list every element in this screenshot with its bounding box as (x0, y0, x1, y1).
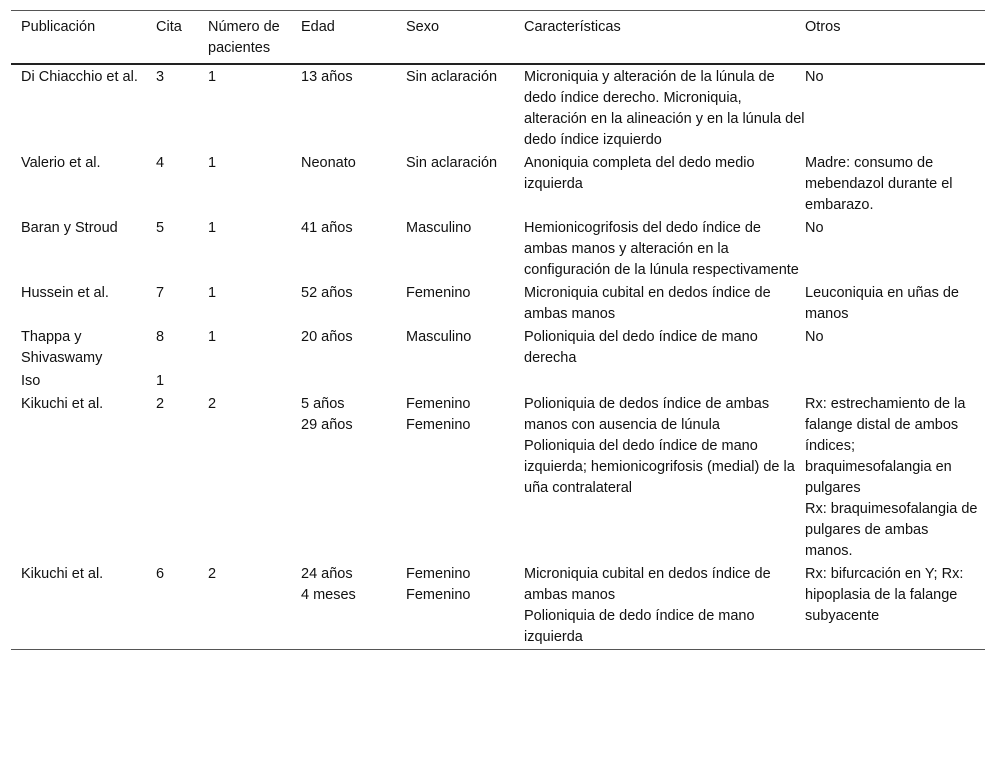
cell-edad-line: 24 años (301, 566, 353, 582)
cell-edad (301, 393, 406, 563)
cell-sexo (406, 393, 524, 563)
table-row (11, 563, 985, 650)
cell-numero-pacientes: 2 (208, 566, 217, 582)
cell-otros (805, 217, 985, 282)
cell-edad (301, 563, 406, 650)
cell-caracteristicas-line: Microniquia y alteración de la lúnula de dedo índice derecho. Microniquia, alteración en la alineación y en la lúnula del dedo índice izquierdo (524, 69, 805, 148)
cell-caracteristicas (524, 282, 805, 326)
cell-sexo-line: Masculino (406, 220, 472, 236)
cell-caracteristicas-line: Anoniquia completa del dedo medio izquierda (524, 155, 755, 192)
cell-cita: 1 (156, 373, 165, 389)
cell-numero-pacientes: 1 (208, 285, 217, 301)
cell-caracteristicas (524, 326, 805, 370)
table-row (11, 282, 985, 326)
cell-edad-line: 4 meses (301, 587, 356, 603)
cell-cita: 7 (156, 285, 165, 301)
cell-sexo-line: Sin aclaración (406, 69, 498, 85)
cell-publicacion: Di Chiacchio et al. (21, 69, 138, 85)
cases-table (11, 10, 985, 650)
cell-edad-line: 29 años (301, 417, 353, 433)
cell-numero-pacientes (208, 370, 301, 393)
cell-caracteristicas (524, 152, 805, 217)
cell-sexo (406, 64, 524, 152)
cell-cita: 4 (156, 155, 165, 171)
cell-otros-line: No (805, 329, 824, 345)
cell-sexo-line: Femenino (406, 417, 471, 433)
cell-caracteristicas-line: Microniquia cubital en dedos índice de ambas manos (524, 285, 771, 322)
table-row (11, 326, 985, 370)
table-row (11, 393, 985, 563)
cell-sexo-line: Masculino (406, 329, 472, 345)
cell-edad-line: 13 años (301, 69, 353, 85)
cell-caracteristicas (524, 64, 805, 152)
cell-edad-line: 41 años (301, 220, 353, 236)
table-row (11, 370, 985, 393)
header-caracteristicas: Características (524, 19, 621, 35)
cell-otros-line: No (805, 220, 824, 236)
table-row (11, 217, 985, 282)
cell-otros-line: Leuconiquia en uñas de manos (805, 285, 959, 322)
cell-sexo (406, 370, 524, 393)
cell-edad (301, 282, 406, 326)
cell-edad (301, 217, 406, 282)
cell-sexo-line: Sin aclaración (406, 155, 498, 171)
cell-sexo (406, 326, 524, 370)
header-row (11, 11, 985, 65)
cell-edad-line: 5 años (301, 396, 345, 412)
table-row (11, 64, 985, 152)
cell-sexo (406, 563, 524, 650)
cell-cita: 8 (156, 329, 165, 345)
cell-cita: 6 (156, 566, 165, 582)
cell-otros (805, 64, 985, 152)
cell-caracteristicas (524, 563, 805, 650)
cell-otros (805, 152, 985, 217)
cell-edad (301, 370, 406, 393)
cell-caracteristicas-line: Microniquia cubital en dedos índice de ambas manos (524, 566, 771, 603)
cell-sexo (406, 152, 524, 217)
cell-publicacion: Baran y Stroud (21, 220, 118, 236)
cell-cita: 2 (156, 396, 165, 412)
cell-publicacion: Hussein et al. (21, 285, 109, 301)
table-body (11, 64, 985, 650)
cell-edad-line: 52 años (301, 285, 353, 301)
cell-publicacion: Valerio et al. (21, 155, 101, 171)
cell-numero-pacientes: 1 (208, 220, 217, 236)
cell-cita: 5 (156, 220, 165, 236)
cell-otros (805, 563, 985, 650)
cell-otros (805, 326, 985, 370)
cell-numero-pacientes: 1 (208, 69, 217, 85)
cell-otros-line: Madre: consumo de mebendazol durante el embarazo. (805, 155, 953, 213)
cell-sexo-line: Femenino (406, 566, 471, 582)
cell-caracteristicas (524, 217, 805, 282)
cell-caracteristicas-line: Polioniquia de dedos índice de ambas manos con ausencia de lúnula (524, 396, 770, 433)
header-sexo: Sexo (406, 19, 440, 35)
cell-publicacion: Thappa y Shivaswamy (21, 329, 103, 366)
cell-sexo-line: Femenino (406, 285, 471, 301)
cell-caracteristicas-line: Polioniquia del dedo índice de mano derecha (524, 329, 758, 366)
cell-publicacion: Kikuchi et al. (21, 566, 104, 582)
cell-caracteristicas-line: Polioniquia de dedo índice de mano izquierda (524, 608, 755, 645)
cell-caracteristicas (524, 393, 805, 563)
cell-edad (301, 152, 406, 217)
cell-publicacion: Kikuchi et al. (21, 396, 104, 412)
header-edad: Edad (301, 19, 335, 35)
cell-otros-line: Rx: estrechamiento de la falange distal de ambos índices; braquimesofalangia en pulgares (805, 396, 966, 496)
header-publicacion: Publicación (21, 19, 96, 35)
cell-edad-line: 20 años (301, 329, 353, 345)
cell-otros-line: No (805, 69, 824, 85)
cell-edad-line: Neonato (301, 155, 356, 171)
header-cita: Cita (156, 19, 182, 35)
cell-otros-line: Rx: bifurcación en Y; Rx: hipoplasia de la falange subyacente (805, 566, 964, 624)
cell-otros-line: Rx: braquimesofalangia de pulgares de ambas manos. (805, 501, 978, 559)
cell-numero-pacientes: 1 (208, 155, 217, 171)
cell-numero-pacientes: 1 (208, 329, 217, 345)
cell-sexo (406, 282, 524, 326)
cell-numero-pacientes: 2 (208, 396, 217, 412)
cell-edad (301, 326, 406, 370)
cell-otros (805, 370, 985, 393)
cell-edad (301, 64, 406, 152)
cell-sexo-line: Femenino (406, 396, 471, 412)
header-numero-pacientes: Número de pacientes (208, 19, 280, 56)
table-container (11, 10, 980, 650)
cell-caracteristicas-line: Polioniquia del dedo índice de mano izquierda; hemionicogrifosis (medial) de la uña contralateral (524, 438, 795, 496)
cell-publicacion: Iso (21, 373, 41, 389)
cell-caracteristicas (524, 370, 805, 393)
cell-otros (805, 282, 985, 326)
cell-caracteristicas-line: Hemionicogrifosis del dedo índice de ambas manos y alteración en la configuración de la lúnula respectivamente (524, 220, 799, 278)
header-otros: Otros (805, 19, 841, 35)
table-row (11, 152, 985, 217)
cell-sexo (406, 217, 524, 282)
cell-otros (805, 393, 985, 563)
cell-cita: 3 (156, 69, 165, 85)
cell-sexo-line: Femenino (406, 587, 471, 603)
